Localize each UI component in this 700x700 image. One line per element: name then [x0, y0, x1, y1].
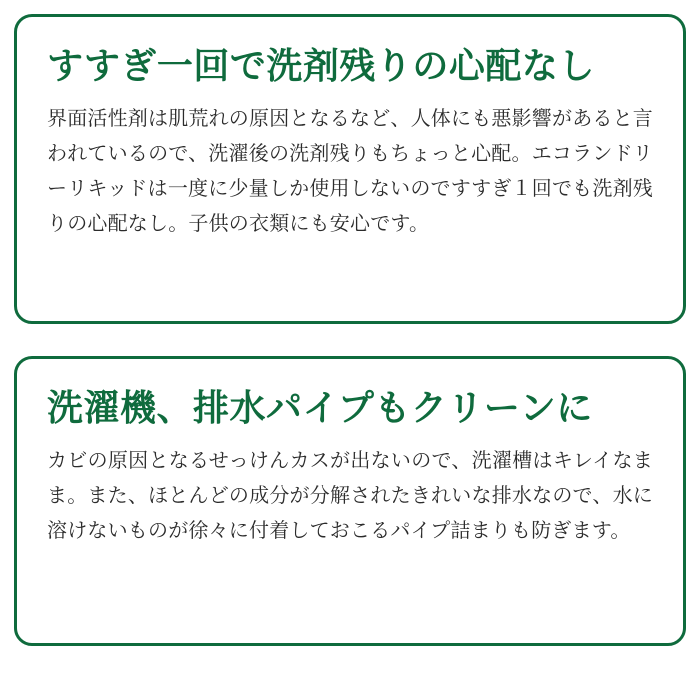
card-title: すすぎ一回で洗剤残りの心配なし [47, 45, 595, 86]
card-body-text: カビの原因となるせっけんカスが出ないので、洗濯槽はキレイなまま。また、ほとんどの成分が分解されたきれいな排水なので、水に溶けないものが徐々に付着しておこるパイプ詰まりも防ぎます。 [47, 450, 653, 542]
card-body-text: 界面活性剤は肌荒れの原因となるなど、人体にも悪影響があると言われているので、洗濯後の洗剤残りもちょっと心配。エコランドリーリキッドは一度に少量しか使用しないのですすぎ１回でも洗剤残りの心配なし。子供の衣類にも安心です。 [47, 108, 653, 235]
info-card-rinse [14, 14, 686, 324]
card-title: 洗濯機、排水パイプもクリーンに [47, 387, 593, 428]
info-card-machine [14, 356, 686, 646]
